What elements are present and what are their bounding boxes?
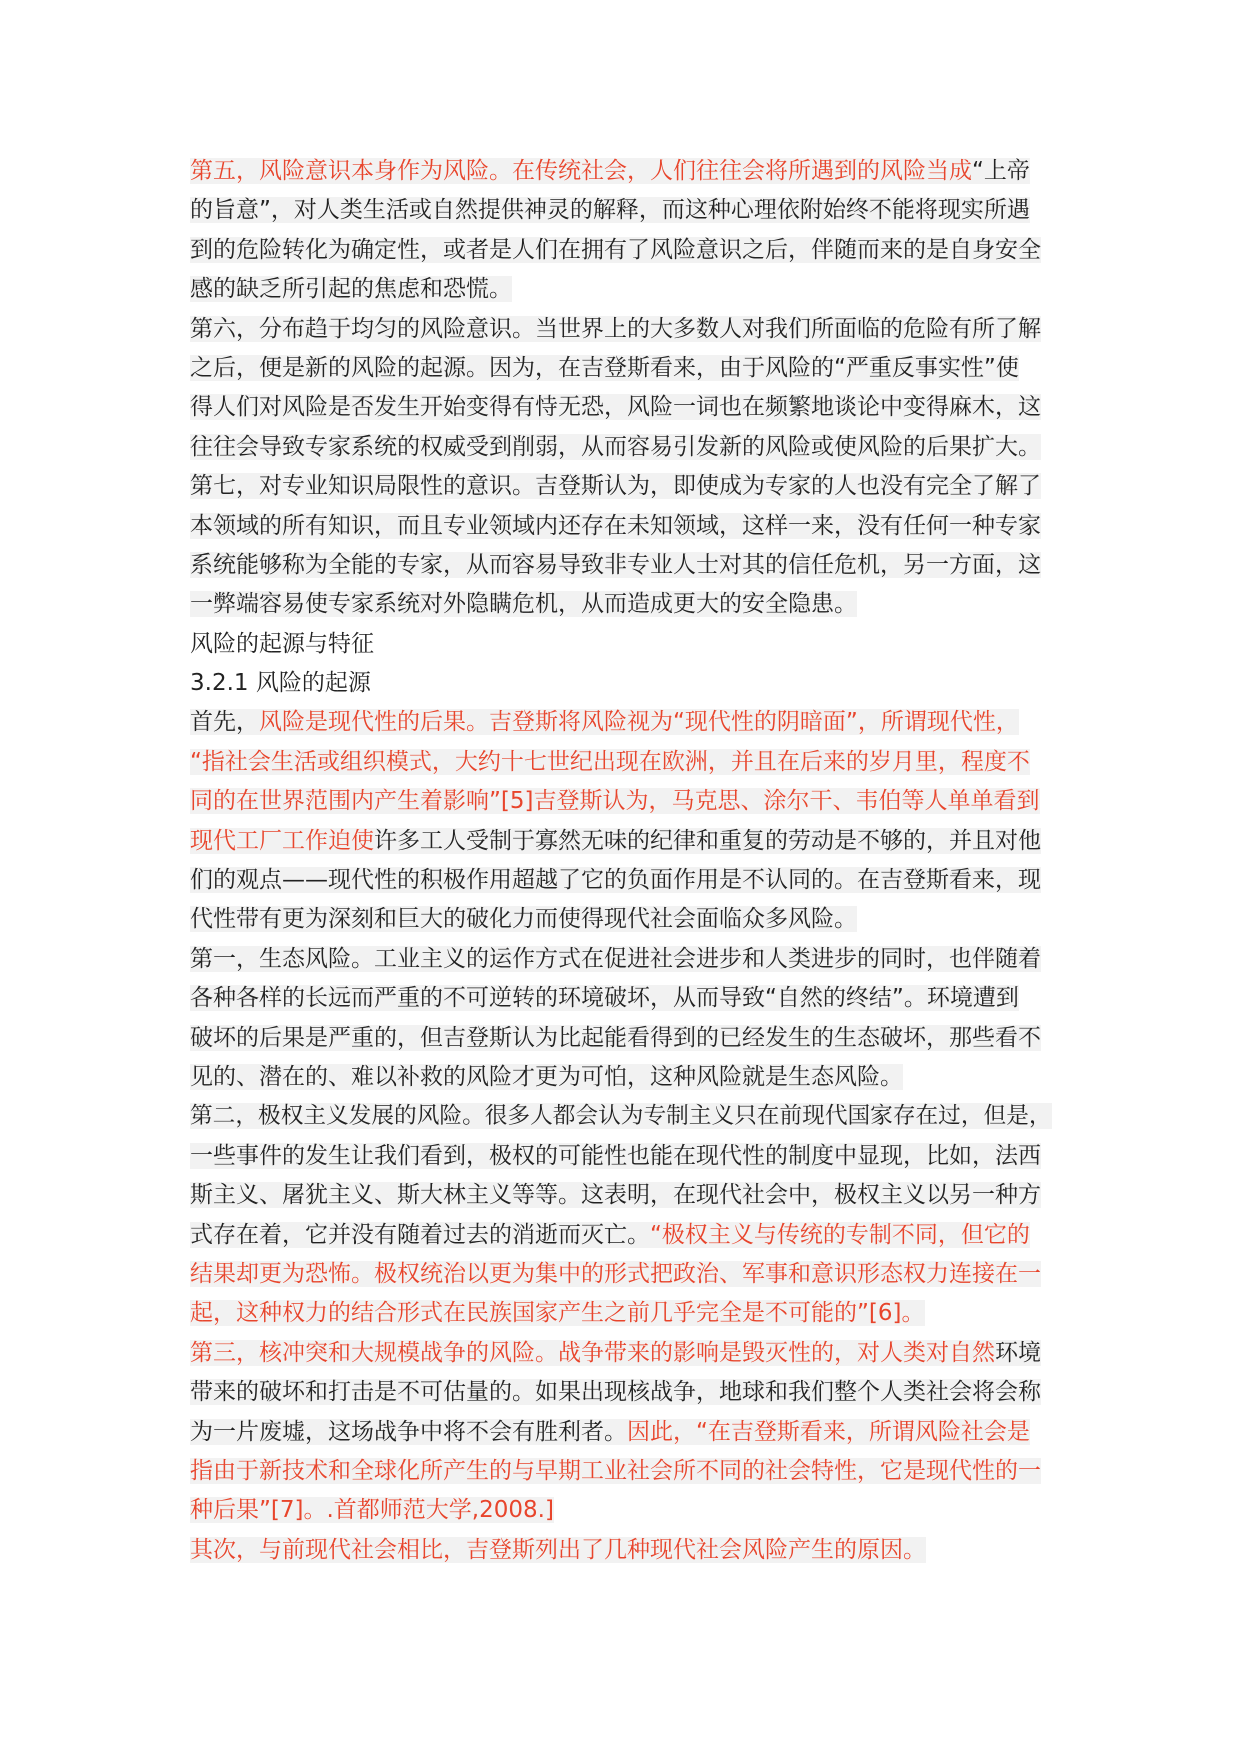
text-segment: 环境 bbox=[995, 1339, 1041, 1366]
text-segment: 一些事件的发生让我们看到，极权的可能性也能在现代性的制度中显现，比如，法西 bbox=[190, 1142, 1041, 1169]
text-line bbox=[190, 1294, 1052, 1333]
text-line bbox=[190, 1452, 1052, 1491]
line-highlight bbox=[190, 670, 371, 696]
line-highlight bbox=[190, 1261, 1041, 1287]
line-highlight bbox=[190, 1458, 1041, 1484]
line-highlight bbox=[190, 591, 857, 617]
highlighted-text-segment: 第三，核冲突和大规模战争的风险。战争带来的影响是毁灭性的，对人类对自然 bbox=[190, 1339, 995, 1366]
highlighted-text-segment: 起，这种权力的结合形式在民族国家产生之前几乎完全是不可能的”[6]。 bbox=[190, 1300, 925, 1327]
text-line bbox=[190, 270, 1052, 309]
text-segment: 见的、潜在的、难以补救的风险才更为可怕，这种风险就是生态风险。 bbox=[190, 1063, 903, 1090]
text-segment: 带来的破坏和打击是不可估量的。如果出现核战争，地球和我们整个人类社会将会称 bbox=[190, 1379, 1041, 1406]
text-line bbox=[190, 467, 1052, 506]
text-line bbox=[190, 664, 1052, 703]
text-line bbox=[190, 940, 1052, 979]
line-highlight bbox=[190, 1340, 1041, 1366]
line-highlight bbox=[190, 631, 374, 657]
text-line bbox=[190, 782, 1052, 821]
text-line bbox=[190, 703, 1052, 742]
highlighted-text-segment: 指由于新技术和全球化所产生的与早期工业社会所不同的社会特性，它是现代性的一 bbox=[190, 1457, 1041, 1484]
text-line bbox=[190, 822, 1052, 861]
text-line bbox=[190, 979, 1052, 1018]
highlighted-text-segment: 第五，风险意识本身作为风险。在传统社会，人们往往会将所遇到的风险当成 bbox=[190, 158, 972, 184]
highlighted-text-segment: 结果却更为恐怖。极权统治以更为集中的形式把政治、军事和意识形态权力连接在一 bbox=[190, 1260, 1041, 1287]
highlighted-text-segment: “指社会生活或组织模式，大约十七世纪出现在欧洲，并且在后来的岁月里，程度不 bbox=[190, 748, 1030, 775]
line-highlight bbox=[190, 1222, 1030, 1248]
line-highlight bbox=[190, 276, 512, 302]
text-segment: 第一，生态风险。工业主义的运作方式在促进社会进步和人类进步的同时，也伴随着 bbox=[190, 945, 1041, 972]
text-line bbox=[190, 1255, 1052, 1294]
line-highlight bbox=[190, 946, 1041, 972]
text-segment: 到的危险转化为确定性，或者是人们在拥有了风险意识之后，伴随而来的是自身安全 bbox=[190, 236, 1041, 263]
line-highlight bbox=[190, 906, 857, 932]
text-line bbox=[190, 1176, 1052, 1215]
line-highlight bbox=[190, 552, 1041, 578]
text-segment: 往往会导致专家系统的权威受到削弱，从而容易引发新的风险或使风险的后果扩大。 bbox=[190, 433, 1041, 460]
text-segment: 第七，对专业知识局限性的意识。吉登斯认为，即使成为专家的人也没有完全了解了 bbox=[190, 473, 1041, 500]
line-highlight bbox=[190, 867, 1041, 893]
text-line bbox=[190, 743, 1052, 782]
text-line bbox=[190, 585, 1052, 624]
text-segment: 式存在着，它并没有随着过去的消逝而灭亡。 bbox=[190, 1221, 650, 1248]
text-segment: 本领域的所有知识，而且专业领域内还存在未知领域，这样一来，没有任何一种专家 bbox=[190, 512, 1041, 539]
text-segment: 为一片废墟，这场战争中将不会有胜利者。 bbox=[190, 1418, 627, 1445]
text-line bbox=[190, 310, 1052, 349]
text-line bbox=[190, 1019, 1052, 1058]
text-line bbox=[190, 900, 1052, 939]
text-line bbox=[190, 1058, 1052, 1097]
text-segment: “上帝 bbox=[972, 158, 1030, 184]
text-line bbox=[190, 1373, 1052, 1412]
line-highlight bbox=[190, 434, 1041, 460]
line-highlight bbox=[190, 355, 1019, 381]
text-segment: 首先， bbox=[190, 709, 259, 736]
highlighted-text-segment: 种后果”[7]。.首都师范大学,2008.] bbox=[190, 1497, 554, 1524]
line-highlight bbox=[190, 1497, 554, 1523]
line-highlight bbox=[190, 1379, 1041, 1405]
text-line bbox=[190, 861, 1052, 900]
document-body bbox=[190, 152, 1052, 1570]
text-line bbox=[190, 1097, 1052, 1136]
line-highlight bbox=[190, 1300, 925, 1326]
line-highlight bbox=[190, 749, 1030, 775]
text-segment: 许多工人受制于寡然无味的纪律和重复的劳动是不够的，并且对他 bbox=[374, 827, 1041, 854]
line-highlight bbox=[190, 1182, 1041, 1208]
text-line bbox=[190, 349, 1052, 388]
text-segment: 代性带有更为深刻和巨大的破化力而使得现代社会面临众多风险。 bbox=[190, 906, 857, 933]
line-highlight bbox=[190, 1103, 1052, 1129]
text-line bbox=[190, 428, 1052, 467]
line-highlight bbox=[190, 197, 1030, 223]
text-segment: 一弊端容易使专家系统对外隐瞒危机，从而造成更大的安全隐患。 bbox=[190, 591, 857, 618]
text-segment: 破坏的后果是严重的，但吉登斯认为比起能看得到的已经发生的生态破坏，那些看不 bbox=[190, 1024, 1041, 1051]
highlighted-text-segment: 因此，“在吉登斯看来，所谓风险社会是 bbox=[627, 1418, 1030, 1445]
text-segment: 风险的起源与特征 bbox=[190, 630, 374, 657]
line-highlight bbox=[190, 394, 1041, 420]
line-highlight bbox=[190, 158, 1030, 184]
text-line bbox=[190, 1531, 1052, 1570]
line-highlight bbox=[190, 473, 1041, 499]
line-highlight bbox=[190, 237, 1041, 263]
text-line bbox=[190, 1413, 1052, 1452]
text-segment: 之后，便是新的风险的起源。因为，在吉登斯看来，由于风险的“严重反事实性”使 bbox=[190, 354, 1019, 381]
text-line bbox=[190, 388, 1052, 427]
text-segment: 得人们对风险是否发生开始变得有恃无恐，风险一词也在频繁地谈论中变得麻木，这 bbox=[190, 394, 1041, 421]
text-line bbox=[190, 191, 1052, 230]
line-highlight bbox=[190, 1419, 1030, 1445]
highlighted-text-segment: 现代工厂工作迫使 bbox=[190, 827, 374, 854]
highlighted-text-segment: 其次，与前现代社会相比，吉登斯列出了几种现代社会风险产生的原因。 bbox=[190, 1536, 926, 1563]
line-highlight bbox=[190, 1143, 1041, 1169]
text-line bbox=[190, 625, 1052, 664]
text-segment: 系统能够称为全能的专家，从而容易导致非专业人士对其的信任危机，另一方面，这 bbox=[190, 551, 1041, 578]
line-highlight bbox=[190, 828, 1041, 854]
highlighted-text-segment: 风险是现代性的后果。吉登斯将风险视为“现代性的阴暗面”，所谓现代性， bbox=[259, 709, 1019, 736]
line-highlight bbox=[190, 709, 1019, 735]
line-highlight bbox=[190, 316, 1041, 342]
text-line bbox=[190, 1491, 1052, 1530]
text-segment: 斯主义、屠犹主义、斯大林主义等等。这表明，在现代社会中，极权主义以另一种方 bbox=[190, 1182, 1041, 1209]
text-segment: 3.2.1 风险的起源 bbox=[190, 670, 371, 697]
highlighted-text-segment: “极权主义与传统的专制不同，但它的 bbox=[650, 1221, 1030, 1248]
text-line bbox=[190, 1216, 1052, 1255]
text-segment: 们的观点——现代性的积极作用超越了它的负面作用是不认同的。在吉登斯看来，现 bbox=[190, 867, 1041, 894]
text-line bbox=[190, 507, 1052, 546]
text-line bbox=[190, 231, 1052, 270]
line-highlight bbox=[190, 1537, 926, 1563]
text-segment: 的旨意”，对人类生活或自然提供神灵的解释，而这种心理依附始终不能将现实所遇 bbox=[190, 197, 1030, 224]
text-line bbox=[190, 152, 1052, 191]
line-highlight bbox=[190, 1064, 903, 1090]
line-highlight bbox=[190, 513, 1041, 539]
highlighted-text-segment: 同的在世界范围内产生着影响”[5]吉登斯认为，马克思、涂尔干、韦伯等人单单看到 bbox=[190, 788, 1040, 815]
line-highlight bbox=[190, 985, 1019, 1011]
text-segment: 第二，极权主义发展的风险。很多人都会认为专制主义只在前现代国家存在过，但是， bbox=[190, 1103, 1052, 1130]
text-segment: 各种各样的长远而严重的不可逆转的环境破坏，从而导致“自然的终结”。环境遭到 bbox=[190, 985, 1019, 1012]
text-line bbox=[190, 1334, 1052, 1373]
text-line bbox=[190, 546, 1052, 585]
text-line bbox=[190, 1137, 1052, 1176]
text-segment: 第六，分布趋于均匀的风险意识。当世界上的大多数人对我们所面临的危险有所了解 bbox=[190, 315, 1041, 342]
line-highlight bbox=[190, 788, 1040, 814]
text-segment: 感的缺乏所引起的焦虑和恐慌。 bbox=[190, 276, 512, 303]
line-highlight bbox=[190, 1025, 1041, 1051]
